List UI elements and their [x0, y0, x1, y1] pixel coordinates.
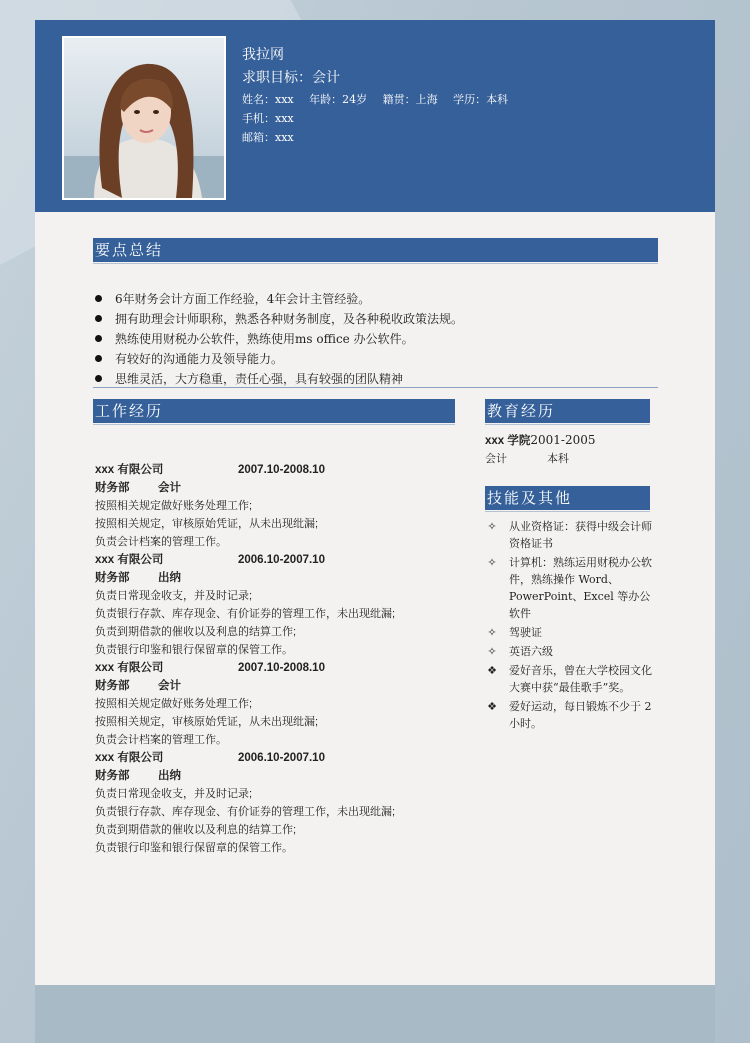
- bullet-icon: [95, 355, 102, 362]
- job-company: xxx 有限公司: [95, 662, 164, 674]
- job-header: [95, 461, 475, 479]
- job-title: 出纳: [158, 770, 181, 782]
- summary-item-text: 拥有助理会计师职称，熟悉各种财务制度，及各种税收政策法规。: [115, 312, 464, 326]
- job-company: xxx 有限公司: [95, 464, 164, 476]
- job-entry: [95, 659, 475, 749]
- job-duty: 负责银行印鉴和银行保留章的保管工作。: [95, 644, 293, 656]
- section-underline: [485, 511, 650, 512]
- personal-info: [242, 91, 520, 107]
- skill-item: [485, 624, 655, 641]
- job-header: [95, 551, 475, 569]
- job-header: [95, 749, 475, 767]
- summary-item: [93, 329, 663, 349]
- skill-text: 爱好运动，每日锻炼不少于 2 小时。: [509, 700, 652, 730]
- education-years: 2001-2005: [530, 433, 596, 447]
- info-name: 姓名：xxx: [242, 93, 294, 106]
- job-duty: 按照相关规定做好账务处理工作;: [95, 698, 253, 710]
- diamond-bullet-icon: ✧: [487, 556, 497, 569]
- skill-item: [485, 643, 655, 660]
- profile-photo-image: [64, 38, 224, 198]
- info-education: 学历：本科: [453, 93, 509, 106]
- job-duty: 按照相关规定，审核原始凭证，从未出现纰漏;: [95, 716, 319, 728]
- skill-item: [485, 554, 655, 622]
- profile-photo: [62, 36, 226, 200]
- job-title: 会计: [158, 482, 181, 494]
- education-major: 会计: [485, 453, 507, 465]
- job-department-line: [95, 569, 475, 587]
- education-school-line: [485, 431, 655, 450]
- job-period: 2007.10-2008.10: [238, 662, 325, 674]
- section-title-education: 教育经历: [485, 399, 650, 423]
- summary-item-text: 思维灵活，大方稳重，责任心强，具有较强的团队精神: [115, 372, 404, 386]
- work-experience-list: [95, 461, 475, 857]
- job-duty: 负责到期借款的催收以及利息的结算工作;: [95, 626, 297, 638]
- job-department: 财务部: [95, 482, 130, 494]
- section-title-work: 工作经历: [93, 399, 455, 423]
- summary-item: [93, 309, 663, 329]
- skill-text: 英语六级: [509, 645, 553, 658]
- background-bottom-band: [35, 985, 715, 1043]
- job-duty: 负责到期借款的催收以及利息的结算工作;: [95, 824, 297, 836]
- diamond-bullet-icon: ❖: [487, 664, 497, 677]
- summary-item: [93, 349, 663, 369]
- job-department-line: [95, 677, 475, 695]
- job-period: 2006.10-2007.10: [238, 554, 325, 566]
- phone: 手机：xxx: [242, 112, 294, 125]
- job-entry: [95, 749, 475, 857]
- education-block: [485, 431, 655, 469]
- job-department: 财务部: [95, 680, 130, 692]
- job-department-line: [95, 767, 475, 785]
- summary-item-text: 熟练使用财税办公软件，熟练使用ms office 办公软件。: [115, 332, 414, 346]
- job-duty: 负责会计档案的管理工作。: [95, 734, 227, 746]
- summary-item: [93, 289, 663, 309]
- bullet-icon: [95, 295, 102, 302]
- job-duty: 负责银行存款、库存现金、有价证券的管理工作，未出现纰漏;: [95, 806, 396, 818]
- skills-list: [485, 518, 655, 734]
- info-hometown: 籍贯：上海: [382, 93, 438, 106]
- summary-item-text: 6年财务会计方面工作经验，4年会计主管经验。: [115, 292, 371, 306]
- brand-name: 我拉网: [242, 47, 284, 63]
- job-header: [95, 659, 475, 677]
- skill-text: 爱好音乐，曾在大学校园文化大赛中获“最佳歌手”奖。: [509, 664, 652, 694]
- skill-text: 计算机：熟练运用财税办公软件，熟练操作 Word、PowerPoint、Excel 等办公软件: [509, 556, 652, 620]
- diamond-bullet-icon: ✧: [487, 520, 497, 533]
- job-company: xxx 有限公司: [95, 554, 164, 566]
- job-period: 2006.10-2007.10: [238, 752, 325, 764]
- summary-item: [93, 369, 663, 389]
- job-entry: [95, 461, 475, 551]
- job-duty: 负责会计档案的管理工作。: [95, 536, 227, 548]
- bullet-icon: [95, 315, 102, 322]
- skill-text: 驾驶证: [509, 626, 542, 639]
- diamond-bullet-icon: ✧: [487, 626, 497, 639]
- job-title: 出纳: [158, 572, 181, 584]
- section-underline: [93, 263, 658, 264]
- bullet-icon: [95, 375, 102, 382]
- section-title-summary: 要点总结: [93, 238, 658, 262]
- job-department-line: [95, 479, 475, 497]
- job-duty: 按照相关规定做好账务处理工作;: [95, 500, 253, 512]
- skill-item: [485, 662, 655, 696]
- education-major-line: [485, 450, 655, 469]
- diamond-bullet-icon: ❖: [487, 700, 497, 713]
- skill-item: [485, 518, 655, 552]
- job-department: 财务部: [95, 770, 130, 782]
- section-underline: [93, 424, 455, 425]
- job-period: 2007.10-2008.10: [238, 464, 325, 476]
- education-degree: 本科: [547, 453, 569, 465]
- section-underline: [485, 424, 650, 425]
- resume-page: [35, 20, 715, 985]
- job-duty: 负责日常现金收支，并及时记录;: [95, 590, 253, 602]
- email: 邮箱：xxx: [242, 131, 294, 144]
- job-company: xxx 有限公司: [95, 752, 164, 764]
- section-divider: [93, 387, 658, 388]
- job-entry: [95, 551, 475, 659]
- bullet-icon: [95, 335, 102, 342]
- diamond-bullet-icon: ✧: [487, 645, 497, 658]
- job-duty: 负责银行印鉴和银行保留章的保管工作。: [95, 842, 293, 854]
- job-title: 会计: [158, 680, 181, 692]
- job-duty: 负责银行存款、库存现金、有价证券的管理工作，未出现纰漏;: [95, 608, 396, 620]
- resume-header: [35, 20, 715, 212]
- job-duty: 负责日常现金收支，并及时记录;: [95, 788, 253, 800]
- job-duty: 按照相关规定，审核原始凭证，从未出现纰漏;: [95, 518, 319, 530]
- info-age: 年龄：24岁: [309, 93, 368, 106]
- skill-item: [485, 698, 655, 732]
- job-department: 财务部: [95, 572, 130, 584]
- summary-list: [93, 289, 663, 389]
- section-title-skills: 技能及其他: [485, 486, 650, 510]
- summary-item-text: 有较好的沟通能力及领导能力。: [115, 352, 284, 366]
- skill-text: 从业资格证：获得中级会计师资格证书: [509, 520, 652, 550]
- education-school: xxx 学院: [485, 435, 531, 447]
- job-goal: 求职目标：会计: [242, 70, 340, 86]
